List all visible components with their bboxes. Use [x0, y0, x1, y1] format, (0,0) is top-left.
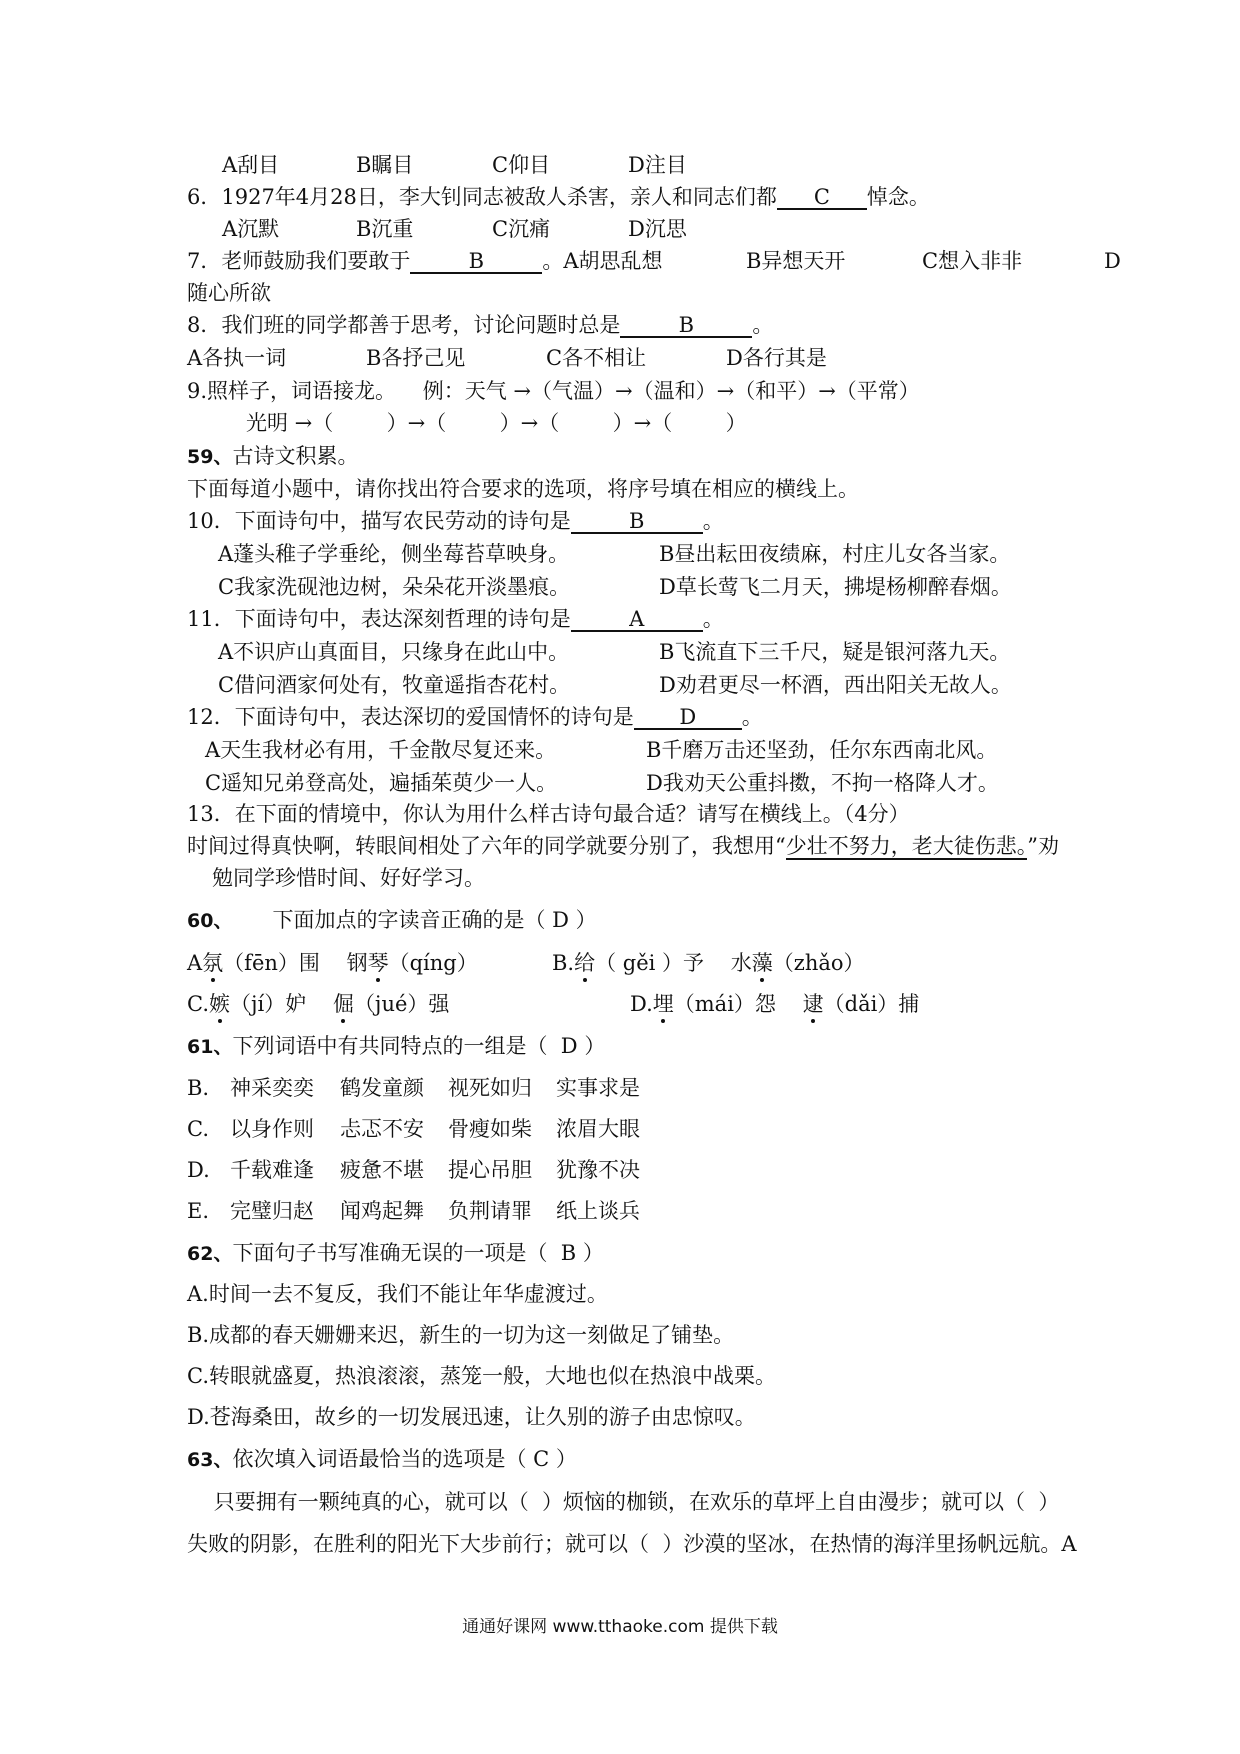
q61-heading [187, 1033, 605, 1060]
q13-answer: 少壮不努力，老大徒伤悲。 [785, 834, 1028, 858]
q60-row-1b [552, 950, 865, 976]
q7-after: 。 [542, 249, 564, 273]
q61-row [187, 1075, 209, 1101]
q61-word: 以身作则 [230, 1117, 314, 1141]
q6-after: 悼念。 [866, 185, 930, 209]
q6-answer: C [777, 186, 867, 210]
q11-text: 11．下面诗句中，表达深刻哲理的诗句是 [187, 607, 571, 631]
q61-word: 闻鸡起舞 [340, 1199, 424, 1223]
q61-number: 61、 [187, 1036, 233, 1058]
q61-text: 下列词语中有共同特点的一组是（ D ） [232, 1034, 606, 1058]
q60-dotted-char: 嫉 [209, 992, 230, 1016]
q60-option-b-label: B. [552, 951, 575, 975]
q60-dotted-char: 倔 [332, 992, 354, 1016]
q62-heading [187, 1240, 604, 1267]
section-59-heading [187, 443, 358, 470]
q12-after: 。 [741, 705, 763, 729]
q61-word: 忐忑不安 [340, 1117, 424, 1141]
q60-option-b-text: （ gěi ）予 水 [595, 951, 752, 975]
q61-word: 骨瘦如柴 [448, 1117, 532, 1141]
q10-option-d: D草长莺飞二月天，拂堤杨柳醉春烟。 [659, 575, 1012, 599]
q60-option-c-text2: （jué）强 [353, 992, 450, 1016]
q8-line [187, 312, 773, 338]
q60-row-1 [187, 950, 478, 976]
q7-answer: B [410, 250, 542, 274]
q63-passage-line-1: 只要拥有一颗纯真的心，就可以（ ）烦恼的枷锁，在欢乐的草坪上自由漫步；就可以（ ） [187, 1490, 1060, 1514]
q11-option-b: B飞流直下三千尺，疑是银河落九天。 [659, 640, 1011, 664]
q13-line [187, 833, 1059, 859]
q61-row-label: E. [187, 1199, 210, 1223]
q61-word: 神采奕奕 [230, 1076, 314, 1100]
q10-option-c: C我家洗砚池边树，朵朵花开淡墨痕。 [218, 575, 571, 599]
q60-option-a-text2: （qíng） [388, 951, 478, 975]
q8-option-d: D各行其是 [726, 346, 827, 370]
q62-number: 62、 [187, 1243, 233, 1265]
q61-word: 疲惫不堪 [340, 1158, 424, 1182]
section-59-intro: 下面每道小题中，请你找出符合要求的选项，将序号填在相应的横线上。 [187, 477, 859, 501]
q8-option-b: B各抒己见 [366, 346, 466, 370]
q60-heading [187, 907, 597, 934]
q60-text: 下面加点的字读音正确的是（ D ） [272, 908, 597, 932]
q13-after: ”劝 [1027, 834, 1059, 858]
q61-word: 犹豫不决 [556, 1158, 640, 1182]
q7-text: 7．老师鼓励我们要敢于 [187, 249, 411, 273]
q63-text: 依次填入词语最恰当的选项是（ C ） [232, 1447, 577, 1471]
q62-option-d: D.苍海桑田，故乡的一切发展迅速，让久别的游子由忠惊叹。 [187, 1405, 756, 1429]
q6-line [187, 184, 930, 210]
q12-option-d: D我劝天公重抖擞，不拘一格降人才。 [646, 771, 999, 795]
q13-text: 时间过得真快啊，转眼间相处了六年的同学就要分别了，我想用“ [187, 834, 786, 858]
q11-after: 。 [702, 607, 724, 631]
q60-dotted-char: 埋 [652, 992, 674, 1016]
q9-task: 光明 →（ ）→（ ）→（ ）→（ ） [246, 411, 747, 435]
q13-question: 13．在下面的情境中，你认为用什么样古诗句最合适？请写在横线上。（4分） [187, 802, 910, 826]
q8-after: 。 [752, 313, 774, 337]
q60-row-2b [630, 991, 919, 1017]
q13-continuation: 勉同学珍惜时间、好好学习。 [212, 866, 485, 890]
q60-row-2 [187, 991, 449, 1017]
q8-option-c: C各不相让 [546, 346, 647, 370]
q63-passage-line-2: 失败的阴影，在胜利的阳光下大步前行；就可以（ ）沙漠的坚冰，在热情的海洋里扬帆远航。A [187, 1532, 1077, 1556]
q7-option-a: A胡思乱想 [563, 249, 663, 273]
q61-word: 视死如归 [448, 1076, 532, 1100]
q60-option-c-text: （jí）妒 [230, 992, 333, 1016]
section-59-title: 古诗文积累。 [232, 444, 359, 468]
q61-word: 负荆请罪 [448, 1199, 532, 1223]
q12-option-a: A天生我材必有用，千金散尽复还来。 [205, 738, 557, 762]
q11-option-d: D劝君更尽一杯酒，西出阳关无故人。 [659, 673, 1012, 697]
q5-option-b: B瞩目 [356, 153, 414, 177]
q61-word: 鹤发童颜 [340, 1076, 424, 1100]
q10-line [187, 508, 724, 534]
q7-option-c: C想入非非 [922, 249, 1023, 273]
q11-option-a: A不识庐山真面目，只缘身在此山中。 [218, 640, 570, 664]
q5-option-c: C仰目 [492, 153, 551, 177]
q61-row-label: B. [187, 1076, 210, 1100]
q7-line [187, 248, 663, 274]
q12-option-c: C遥知兄弟登高处，遍插茱萸少一人。 [205, 771, 558, 795]
q5-option-d: D注目 [628, 153, 687, 177]
q62-option-c: C.转眼就盛夏，热浪滚滚，蒸笼一般，大地也似在热浪中战栗。 [187, 1364, 776, 1388]
q61-word: 纸上谈兵 [556, 1199, 640, 1223]
q63-heading [187, 1446, 577, 1473]
q11-line [187, 606, 724, 632]
q60-option-d-text2: （dǎi）捕 [823, 992, 920, 1016]
q60-dotted-char: 氛 [202, 951, 224, 975]
q60-dotted-char: 琴 [367, 951, 389, 975]
q6-option-d: D沉思 [628, 217, 687, 241]
q12-line [187, 704, 763, 730]
q61-word: 完璧归赵 [230, 1199, 314, 1223]
q10-after: 。 [702, 509, 724, 533]
q5-option-a: A刮目 [222, 153, 280, 177]
q7-option-b: B异想天开 [746, 249, 846, 273]
q62-option-a: A.时间一去不复反，我们不能让年华虚渡过。 [187, 1282, 608, 1306]
q10-option-b: B昼出耘田夜绩麻，村庄儿女各当家。 [659, 542, 1011, 566]
q60-number: 60、 [187, 910, 233, 932]
q60-option-a-label: A [187, 951, 203, 975]
q6-option-b: B沉重 [356, 217, 414, 241]
q10-option-a: A蓬头稚子学垂纶，侧坐莓苔草映身。 [218, 542, 570, 566]
q62-option-b: B.成都的春天姗姗来迟，新生的一切为这一刻做足了铺垫。 [187, 1323, 735, 1347]
q12-text: 12．下面诗句中，表达深切的爱国情怀的诗句是 [187, 705, 634, 729]
q61-row-label: D. [187, 1158, 210, 1182]
q11-answer: A [571, 608, 703, 632]
q62-text: 下面句子书写准确无误的一项是（ B ） [232, 1241, 604, 1265]
q61-word: 提心吊胆 [448, 1158, 532, 1182]
q12-answer: D [634, 706, 742, 730]
q8-option-a: A各执一词 [187, 346, 287, 370]
q9-example: 9.照样子，词语接龙。 例：天气 →（气温）→（温和）→（和平）→（平常） [187, 379, 920, 403]
q60-option-d-text: （mái）怨 [673, 992, 803, 1016]
section-59-number: 59、 [187, 446, 233, 468]
q6-text: 6．1927年4月28日，李大钊同志被敌人杀害，亲人和同志们都 [187, 185, 777, 209]
q12-option-b: B千磨万击还坚劲，任尔东西南北风。 [646, 738, 998, 762]
q60-dotted-char: 藻 [751, 951, 773, 975]
q60-option-c-label: C. [187, 992, 209, 1016]
q10-answer: B [571, 510, 703, 534]
q60-dotted-char: 逮 [802, 992, 824, 1016]
q61-word: 千载难逢 [230, 1158, 314, 1182]
q8-answer: B [620, 314, 752, 338]
q10-text: 10．下面诗句中，描写农民劳动的诗句是 [187, 509, 571, 533]
q60-option-a-text: （fēn）围 钢 [223, 951, 368, 975]
q63-number: 63、 [187, 1449, 233, 1471]
q6-option-c: C沉痛 [492, 217, 551, 241]
q60-option-b-text2: （zhǎo） [772, 951, 865, 975]
q7-option-d-cont: 随心所欲 [187, 281, 271, 305]
page-footer: 通通好课网 www.tthaoke.com 提供下载 [462, 1617, 778, 1637]
q61-row-label: C. [187, 1117, 209, 1141]
q61-word: 浓眉大眼 [556, 1117, 640, 1141]
q11-option-c: C借问酒家何处有，牧童遥指杏花村。 [218, 673, 571, 697]
q61-word: 实事求是 [556, 1076, 640, 1100]
q8-text: 8．我们班的同学都善于思考，讨论问题时总是 [187, 313, 621, 337]
q6-option-a: A沉默 [222, 217, 280, 241]
q60-dotted-char: 给 [574, 951, 596, 975]
q7-option-d: D [1104, 249, 1121, 273]
q60-option-d-label: D. [630, 992, 653, 1016]
